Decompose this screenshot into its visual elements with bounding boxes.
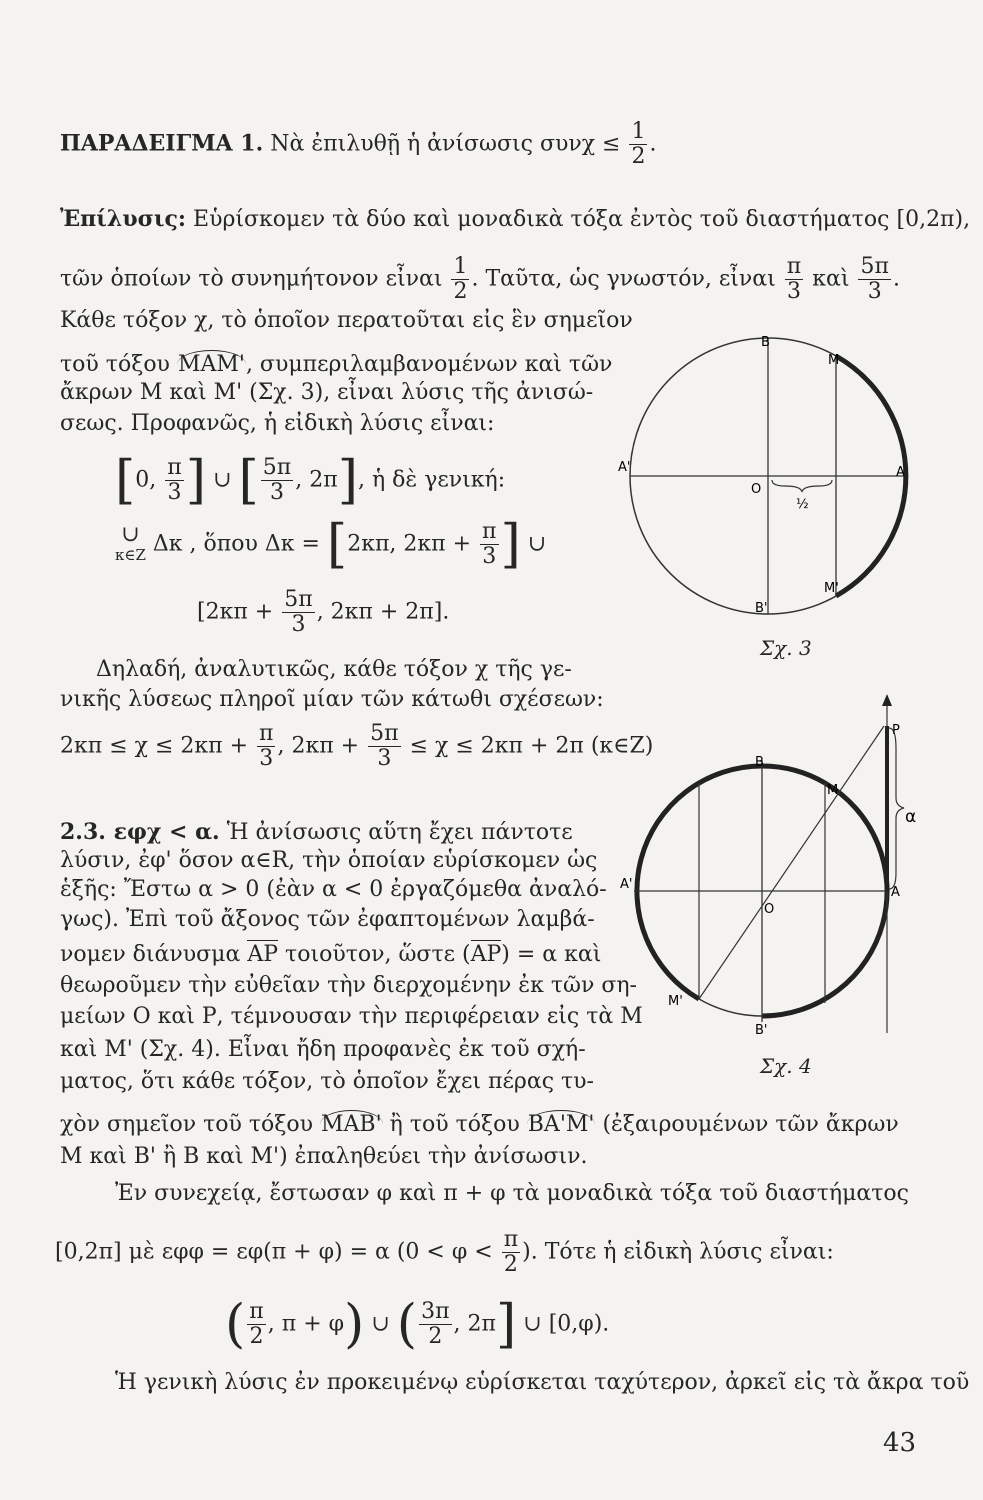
f2-interval: 2κπ, 2κπ + [347, 531, 472, 557]
vector-ap-2: AP [470, 942, 502, 967]
paren-open-2: ( [396, 1294, 418, 1355]
section-text-5c: ) = α καὶ [501, 942, 602, 967]
f2-tail: ∪ [527, 531, 547, 557]
half-num: 1 [453, 254, 468, 279]
text-line-7: Δηλαδή, ἀναλυτικῶς, κάθε τόξον χ τῆς γε- [96, 657, 572, 682]
f4-part-c: ≤ χ ≤ 2κπ + 2π (κ∈Z) [409, 733, 654, 759]
fig4-brace [889, 728, 904, 889]
solution-text-2b: . Ταῦτα, ὡς γνωστόν, εἶναι [471, 266, 776, 292]
f1-zero: 0, [135, 467, 157, 493]
section-line-14: Ἡ γενικὴ λύσις ἐν προκειμένῳ εὑρίσκεται ταχύτερον, ἀρκεῖ εἰς τὰ ἄκρα τοῦ [115, 1370, 970, 1395]
bound-end: . [649, 131, 657, 157]
section-line-13 [55, 1228, 834, 1277]
arc1-fraction [785, 255, 803, 304]
example-line [60, 120, 656, 169]
arc2-fraction [858, 255, 890, 304]
fig4-label-B: Β [755, 755, 764, 770]
f2-union: ∪ [121, 521, 140, 547]
pi2-fraction [502, 1228, 520, 1277]
formula-tan-solution [225, 1294, 610, 1355]
arc-mam: ΜΑΜ' [177, 352, 245, 377]
half-fraction [451, 255, 469, 304]
section-line-6: θεωροῦμεν τὴν εὐθεῖαν τὴν διερχομένην ἐκ τῶν ση- [60, 973, 637, 998]
f2-num: π [482, 519, 497, 544]
f4-num2: 5π [370, 721, 399, 746]
section-text-1: Ἡ ἀνίσωσις αὕτη ἔχει πάντοτε [226, 820, 573, 845]
f1-union: ∪ [213, 467, 232, 493]
section-text-10c: (ἐξαιρουμένων τῶν ἄκρων [602, 1112, 899, 1137]
f5-den1: 2 [249, 1324, 264, 1349]
paren-close: ) [344, 1294, 365, 1355]
bracket-close-2: ] [337, 450, 359, 511]
fig3-label-B: Β [761, 335, 770, 350]
bracket-open: [ [115, 450, 136, 511]
pi2-den: 2 [503, 1252, 518, 1277]
f5-union: ∪ [371, 1311, 390, 1337]
fig3-label-A1: Α' [618, 460, 631, 475]
solution-text-4b: , συμπεριλαμβανομένων καὶ τῶν [245, 352, 613, 377]
f1-2pi: , 2π [295, 467, 338, 493]
f2-den: 3 [482, 544, 497, 569]
text-line-8: νικῆς λύσεως πληροῖ μίαν τῶν κάτωθι σχέσεων: [60, 687, 604, 712]
half-den: 2 [453, 279, 468, 304]
figure-3 [615, 330, 935, 630]
f2-delta: Δκ , ὅπου Δκ = [152, 531, 320, 557]
fig4-label-a: α [905, 807, 917, 827]
fig3-brace [772, 480, 832, 492]
formula-special-solution [115, 450, 506, 511]
f1-pi3-den: 3 [167, 480, 182, 505]
section-text-5b: τοιοῦτον, ὥστε ( [285, 942, 471, 967]
f1-pi3 [165, 456, 183, 505]
bound-den: 2 [631, 144, 646, 169]
f1-tail: , ἡ δὲ γενική: [358, 467, 506, 493]
page-number: 43 [883, 1428, 917, 1458]
solution-line-2 [60, 255, 900, 304]
fig4-arc-top [762, 766, 825, 783]
fig4-label-A1: Α' [620, 877, 633, 892]
fig4-label-P: Ρ [892, 723, 900, 738]
fig4-label-A: Α [891, 885, 900, 900]
f3-num: 5π [284, 587, 313, 612]
solution-line-6: σεως. Προφανῶς, ἡ εἰδικὴ λύσις εἶναι: [60, 411, 495, 436]
solution-text-2a: τῶν ὁποίων τὸ συνημήτονον εἶναι [60, 266, 443, 292]
f1-pi3-num: π [167, 455, 182, 480]
pi2-num: π [503, 1227, 519, 1252]
section-text-10a: χὸν σημεῖον τοῦ τόξου [60, 1112, 314, 1137]
f2-bracket-close: ] [500, 514, 521, 575]
fig3-caption: Σχ. 3 [760, 636, 812, 660]
arc-bam: ΒΑ'Μ' [527, 1112, 595, 1137]
paren-open: ( [225, 1294, 246, 1355]
section-line-2: λύσιν, ἐφ' ὅσον α∈R, τὴν ὁποίαν εὑρίσκομεν ὡς [60, 848, 598, 873]
f1-5pi3-num: 5π [262, 455, 292, 480]
solution-text-4a: τοῦ τόξου [60, 352, 170, 377]
arc1-num: π [786, 254, 802, 279]
solution-text-2d: . [892, 266, 900, 292]
fig3-label-A: Α [896, 465, 905, 480]
fig3-label-M1: Μ' [824, 581, 839, 596]
f3-5pi3 [282, 588, 314, 637]
union-index [115, 521, 146, 565]
section-line-11: Μ καὶ Β' ἢ Β καὶ Μ') ἐπαληθεύει τὴν ἀνίσωσιν. [60, 1144, 588, 1169]
section-line-4: γως). Ἐπὶ τοῦ ἄξονος τῶν ἐφαπτομένων λαμβά- [60, 907, 595, 932]
section-line-8: καὶ Μ' (Σχ. 4). Εἶναι ἤδη προφανὲς ἐκ τοῦ σχή- [60, 1037, 586, 1062]
vector-ap: AP [247, 942, 279, 967]
formula-general-solution [115, 514, 547, 575]
section-line-5 [60, 940, 601, 969]
f5-pi2 [247, 1300, 265, 1349]
section-line-12: Ἐν συνεχείᾳ, ἔστωσαν φ καὶ π + φ τὰ μοναδικὰ τόξα τοῦ διαστήματος [115, 1181, 909, 1206]
solution-line-5: ἄκρων Μ καὶ Μ' (Σχ. 3), εἶναι λύσις τῆς ἀνισώ- [60, 380, 594, 405]
f3-den: 3 [291, 612, 306, 637]
fig4-label-M1: Μ' [668, 994, 683, 1009]
f5-den2: 2 [428, 1324, 443, 1349]
fig4-label-B1: Β' [755, 1023, 768, 1038]
f2-index: κ∈Z [115, 545, 146, 564]
example-statement: Νὰ ἐπιλυθῇ ἡ ἀνίσωσις συνχ ≤ [270, 131, 621, 157]
arc2-num: 5π [860, 254, 889, 279]
formula-second-interval [197, 588, 449, 637]
arc1-den: 3 [787, 279, 802, 304]
f1-5pi3-den: 3 [270, 480, 285, 505]
f4-pi3 [257, 722, 275, 771]
section-text-5a: νομεν διάνυσμα [60, 942, 241, 967]
section-line-9: ματος, ὅτι κάθε τόξον, τὸ ὁποῖον ἔχει πέρας τυ- [60, 1069, 594, 1094]
section-heading: 2.3. εφχ < α. [60, 819, 220, 845]
solution-text-2c: καὶ [812, 266, 850, 292]
bracket-close-3: ] [496, 1294, 517, 1355]
arc2-den: 3 [867, 279, 882, 304]
solution-line-4 [60, 350, 612, 379]
f4-den2: 3 [377, 746, 392, 771]
solution-text-1: Εὑρίσκομεν τὰ δύο καὶ μοναδικὰ τόξα ἐντὸς τοῦ διαστήματος [0,2π), [193, 207, 971, 232]
figure-4 [612, 688, 932, 1048]
f5-part-b: , 2π [453, 1311, 496, 1337]
bracket-open-2: [ [238, 450, 259, 511]
fig4-arrow-icon [882, 694, 892, 706]
section-line-10 [60, 1110, 899, 1139]
f3-end: , 2κπ + 2π]. [316, 599, 450, 625]
f2-pi3 [480, 520, 498, 569]
section-text-10b: ἢ τοῦ τόξου [389, 1112, 520, 1137]
solution-label: Ἐπίλυσις: [60, 206, 187, 232]
f5-3pi2 [419, 1300, 451, 1349]
section-line-3: ἑξῆς: Ἔστω α > 0 (ἐὰν α < 0 ἐργαζόμεθα ἀναλό- [60, 877, 607, 902]
fig4-caption: Σχ. 4 [760, 1054, 812, 1078]
f5-part-a: , π + φ [267, 1311, 345, 1337]
section-line-7: μείων Ο καὶ Ρ, τέμνουσαν τὴν περιφέρειαν εἰς τὰ Μ [60, 1004, 643, 1029]
f3-start: [2κπ + [197, 599, 274, 625]
fig3-label-half: ½ [796, 497, 809, 512]
f5-num2: 3π [421, 1299, 450, 1324]
section-text-13a: [0,2π] μὲ εφφ = εφ(π + φ) = α (0 < φ < [55, 1239, 493, 1265]
fig3-label-M: Μ [828, 353, 840, 368]
solution-line-1 [60, 205, 970, 234]
fig3-label-O: Ο [751, 482, 762, 497]
f5-part-c: ∪ [0,φ). [523, 1311, 610, 1337]
bound-fraction [629, 120, 647, 169]
bound-num: 1 [631, 119, 646, 144]
formula-inequalities [60, 722, 653, 771]
f4-part-b: , 2κπ + [277, 733, 360, 759]
f4-num1: π [259, 721, 274, 746]
solution-line-3: Κάθε τόξον χ, τὸ ὁποῖον περατοῦται εἰς ἓν σημεῖον [60, 308, 633, 333]
f1-5pi3 [261, 456, 293, 505]
bracket-close: ] [185, 450, 207, 511]
fig3-label-B1: Β' [755, 601, 768, 616]
f4-den1: 3 [259, 746, 274, 771]
arc-mab: ΜΑΒ' [321, 1112, 382, 1137]
example-heading: ΠΑΡΑΔΕΙΓΜΑ 1. [60, 130, 264, 157]
f2-bracket-open: [ [326, 514, 348, 575]
section-text-13b: ). Τότε ἡ εἰδικὴ λύσις εἶναι: [522, 1239, 834, 1265]
fig4-label-O: Ο [764, 902, 775, 917]
section-line-1 [60, 818, 573, 847]
f4-part-a: 2κπ ≤ χ ≤ 2κπ + [60, 733, 249, 759]
fig4-label-M: Μ [827, 783, 839, 798]
f4-5pi3 [368, 722, 400, 771]
f5-num1: π [249, 1299, 264, 1324]
